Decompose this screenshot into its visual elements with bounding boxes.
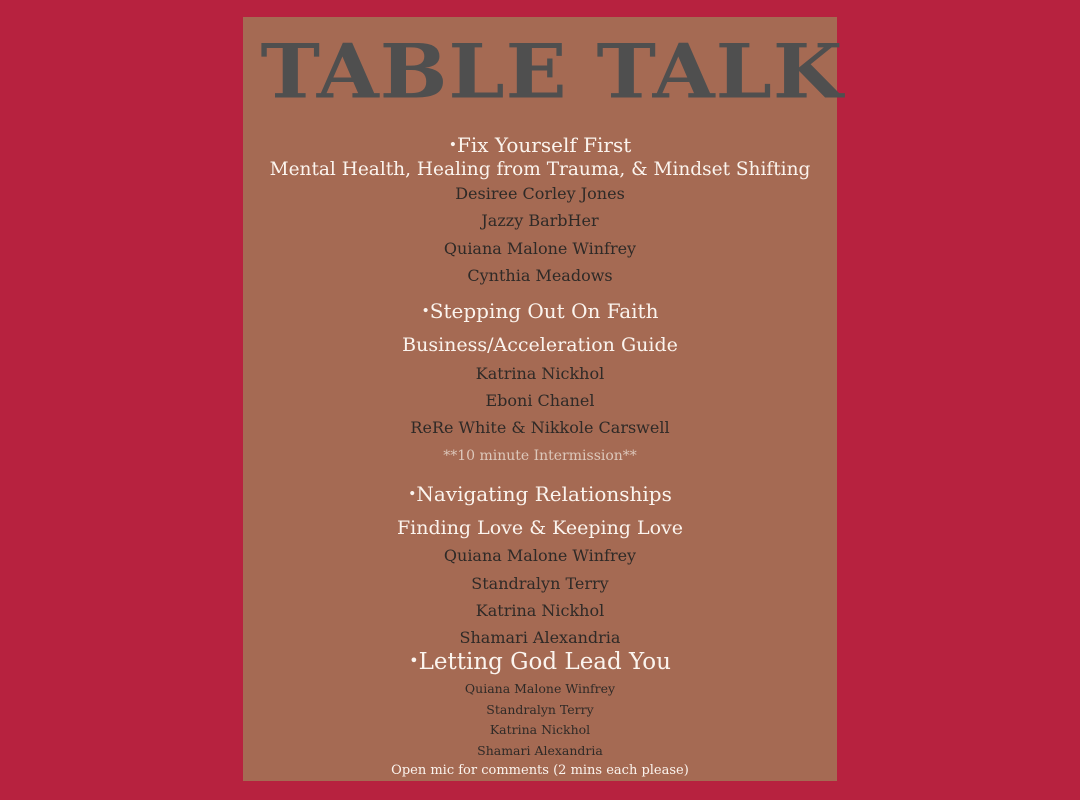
section-3-name-2: Standralyn Terry xyxy=(471,574,609,593)
section-2-heading-text: Stepping Out On Faith xyxy=(429,299,659,323)
section-3-heading-text: Navigating Relationships xyxy=(416,482,672,506)
flyer-title: TABLE TALK xyxy=(260,26,844,116)
section-3-name-3: Katrina Nickhol xyxy=(475,601,605,620)
section-4-heading xyxy=(243,651,837,674)
section-4-name-1: Quiana Malone Winfrey xyxy=(464,681,616,696)
section-4-name-3: Katrina Nickhol xyxy=(489,722,591,737)
section-2-subheading: Business/Acceleration Guide xyxy=(402,334,678,356)
section-3-subheading: Finding Love & Keeping Love xyxy=(396,517,684,539)
bullet-icon: • xyxy=(448,137,457,154)
section-1-heading xyxy=(243,135,837,155)
section-3-name-1: Quiana Malone Winfrey xyxy=(443,546,637,565)
section-1-heading-text: Fix Yourself First xyxy=(457,133,632,157)
section-1-name-2: Jazzy BarbHer xyxy=(481,211,599,230)
section-4-name-4: Shamari Alexandria xyxy=(477,743,603,758)
flyer-card xyxy=(243,17,844,781)
section-1-name-4: Cynthia Meadows xyxy=(467,266,613,285)
section-3-heading xyxy=(243,484,837,504)
open-mic-footer: Open mic for comments (2 mins each please) xyxy=(391,763,689,778)
bullet-icon: • xyxy=(409,651,419,671)
intermission-note: **10 minute Intermission** xyxy=(443,448,637,464)
bullet-icon: • xyxy=(408,486,417,503)
section-2-name-2: Eboni Chanel xyxy=(485,391,595,410)
section-1-subheading: Mental Health, Healing from Trauma, & Mindset Shifting xyxy=(269,159,811,180)
section-2-name-1: Katrina Nickhol xyxy=(475,364,605,383)
section-1-name-1: Desiree Corley Jones xyxy=(455,184,625,203)
bullet-icon: • xyxy=(421,303,430,320)
section-2-name-3: ReRe White & Nikkole Carswell xyxy=(410,418,670,437)
section-4-name-2: Standralyn Terry xyxy=(486,702,594,717)
section-2-heading xyxy=(243,301,837,321)
section-1-name-3: Quiana Malone Winfrey xyxy=(443,239,637,258)
section-3-name-4: Shamari Alexandria xyxy=(459,628,621,647)
section-4-heading-text: Letting God Lead You xyxy=(418,649,671,675)
